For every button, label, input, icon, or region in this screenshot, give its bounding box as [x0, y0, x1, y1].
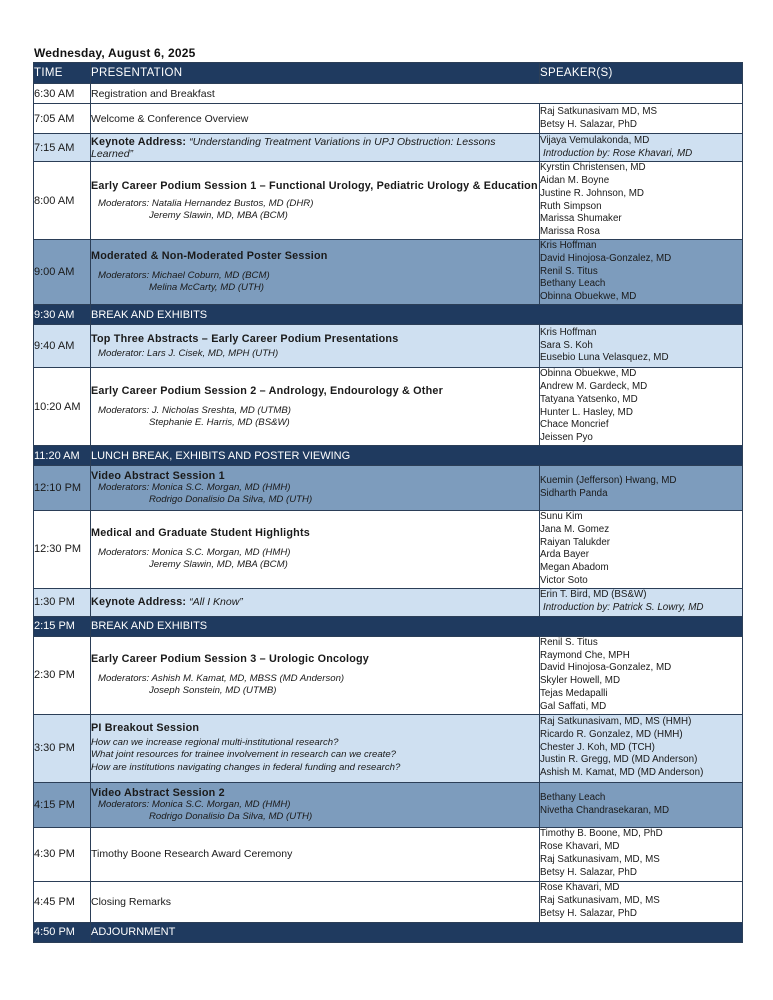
speaker-name: Raj Satkunasivam, MD, MS (HMH) [540, 716, 692, 728]
speaker-name: Obinna Obuekwe, MD [540, 368, 637, 380]
speaker-name: Obinna Obuekwe, MD [540, 291, 637, 303]
header-presentation: PRESENTATION [91, 63, 540, 84]
breakout-question: How can we increase regional multi-institutional research? [91, 737, 339, 749]
speaker-name: Betsy H. Salazar, PhD [540, 907, 637, 919]
speaker-name: Raj Satkunasivam, MD, MS [540, 854, 660, 866]
row-title: BREAK AND EXHIBITS [91, 616, 743, 636]
row-time: 8:00 AM [34, 162, 91, 240]
moderators [91, 405, 539, 429]
row-speakers [540, 240, 743, 305]
moderator-line: Melina McCarty, MD (UTH) [149, 282, 264, 293]
moderator-line: Rodrigo Donalisio Da Silva, MD (UTH) [149, 494, 313, 505]
row-speakers [540, 104, 743, 134]
speaker-name: David Hinojosa-Gonzalez, MD [540, 662, 672, 674]
speaker-name: Sidharth Panda [540, 488, 608, 499]
moderators [91, 270, 539, 294]
speaker-name: Bethany Leach [540, 278, 606, 290]
table-header-row [34, 63, 743, 84]
speaker-name: Erin T. Bird, MD (BS&W) [540, 589, 647, 601]
row-speakers [540, 134, 743, 162]
speaker-name: Ruth Simpson [540, 200, 602, 212]
moderator-line: Moderators: Monica S.C. Morgan, MD (HMH) [98, 798, 291, 810]
speaker-name: Vijaya Vemulakonda, MD [540, 134, 650, 146]
speaker-name: Rose Khavari, MD [540, 841, 620, 853]
speaker-name: Betsy H. Salazar, PhD [540, 866, 637, 878]
moderator-line: Moderators: J. Nicholas Sreshta, MD (UTMB) [98, 404, 291, 416]
row-time: 7:15 AM [34, 134, 91, 162]
moderator-line: Jeremy Slawin, MD, MBA (BCM) [149, 559, 288, 571]
moderator-line: Stephanie E. Harris, MD (BS&W) [149, 416, 290, 428]
row-title: ADJOURNMENT [91, 922, 743, 942]
row-time: 12:30 PM [34, 511, 91, 589]
keynote-cell [91, 588, 540, 616]
row-time: 12:10 PM [34, 466, 91, 511]
speaker-name: Ashish M. Kamat, MD (MD Anderson) [540, 767, 704, 779]
row-speakers [540, 881, 743, 922]
row-title: LUNCH BREAK, EXHIBITS AND POSTER VIEWING [91, 446, 743, 466]
keynote-cell [91, 134, 540, 162]
speaker-name: Renil S. Titus [540, 636, 598, 648]
speaker-intro: Introduction by: Rose Khavari, MD [543, 147, 693, 159]
table-row [34, 616, 743, 636]
header-speakers: SPEAKER(S) [540, 63, 743, 84]
speaker-name: Hunter L. Hasley, MD [540, 406, 633, 418]
row-speakers [540, 325, 743, 368]
row-title: BREAK AND EXHIBITS [91, 305, 743, 325]
session-cell [91, 636, 540, 714]
row-time: 2:15 PM [34, 616, 91, 636]
row-speakers [540, 588, 743, 616]
speaker-name: Raiyan Talukder [540, 536, 611, 548]
table-row [34, 511, 743, 589]
speaker-name: Justine R. Johnson, MD [540, 187, 645, 199]
session-cell [91, 511, 540, 589]
speaker-name: Gal Saffati, MD [540, 700, 607, 712]
speaker-name: Rose Khavari, MD [540, 882, 620, 894]
breakout-question: What joint resources for trainee involvement in research can we create? [91, 749, 397, 761]
speaker-name: Kris Hoffman [540, 326, 597, 338]
header-time: TIME [34, 63, 91, 84]
speaker-name: Kris Hoffman [540, 240, 597, 251]
table-row [34, 714, 743, 782]
moderator-line: Moderators: Monica S.C. Morgan, MD (HMH) [98, 547, 291, 559]
speaker-name: Jeissen Pyo [540, 432, 593, 444]
row-time: 4:30 PM [34, 827, 91, 881]
speaker-name: Marissa Shumaker [540, 213, 622, 225]
table-row [34, 162, 743, 240]
table-row [34, 240, 743, 305]
moderators [91, 799, 539, 823]
row-title: Medical and Graduate Student Highlights [91, 527, 310, 540]
row-title: Video Abstract Session 2 [91, 786, 225, 799]
row-title: Welcome & Conference Overview [91, 104, 540, 134]
speaker-name: Chester J. Koh, MD (TCH) [540, 741, 655, 753]
row-title: Early Career Podium Session 1 – Functional Urology, Pediatric Urology & Education [91, 179, 538, 192]
speaker-name: Raymond Che, MPH [540, 649, 630, 661]
table-row [34, 134, 743, 162]
speaker-name: David Hinojosa-Gonzalez, MD [540, 252, 672, 264]
moderator-line: Moderators: Natalia Hernandez Bustos, MD (DHR) [98, 197, 314, 209]
row-speakers [540, 782, 743, 827]
moderators [91, 482, 539, 506]
moderator-line: Moderator: Lars J. Cisek, MD, MPH (UTH) [98, 347, 279, 359]
session-cell [91, 162, 540, 240]
row-title: Moderated & Non-Moderated Poster Session [91, 250, 328, 262]
table-row [34, 636, 743, 714]
speaker-name: Sunu Kim [540, 511, 583, 522]
moderator-line: Moderators: Ashish M. Kamat, MD, MBSS (MD Anderson) [98, 673, 345, 685]
row-title: Keynote Address: [91, 596, 187, 609]
speaker-name: Justin R. Gregg, MD (MD Anderson) [540, 754, 698, 766]
session-cell [91, 466, 540, 511]
moderator-line: Jeremy Slawin, MD, MBA (BCM) [149, 209, 288, 221]
speaker-name: Betsy H. Salazar, PhD [540, 118, 637, 130]
speaker-name: Arda Bayer [540, 549, 590, 561]
row-title: Video Abstract Session 1 [91, 470, 225, 482]
row-speakers [540, 162, 743, 240]
row-time: 1:30 PM [34, 588, 91, 616]
row-title: Early Career Podium Session 3 – Urologic Oncology [91, 653, 370, 666]
table-row [34, 305, 743, 325]
row-title: PI Breakout Session [91, 722, 200, 735]
row-title: Top Three Abstracts – Early Career Podium Presentations [91, 332, 399, 345]
table-row [34, 827, 743, 881]
session-cell [91, 325, 540, 368]
row-speakers [540, 511, 743, 589]
table-row [34, 588, 743, 616]
speaker-name: Andrew M. Gardeck, MD [540, 380, 648, 392]
session-cell [91, 782, 540, 827]
row-title: Early Career Podium Session 2 – Andrology, Endourology & Other [91, 384, 443, 397]
speaker-name: Aidan M. Boyne [540, 174, 610, 186]
speaker-name: Eusebio Luna Velasquez, MD [540, 352, 669, 364]
keynote-quote: “Understanding Treatment Variations in UPJ Obstruction: Lessons Learned” [91, 135, 496, 160]
table-row [34, 466, 743, 511]
moderators [91, 547, 539, 571]
speaker-name: Renil S. Titus [540, 265, 598, 277]
moderator-line: Moderators: Michael Coburn, MD (BCM) [98, 270, 270, 281]
row-time: 4:45 PM [34, 881, 91, 922]
speaker-name: Kuemin (Jefferson) Hwang, MD [540, 475, 677, 487]
table-row [34, 368, 743, 446]
row-title: Keynote Address: [91, 135, 187, 148]
breakout-question: How are institutions navigating changes in federal funding and research? [91, 761, 401, 773]
row-title: Timothy Boone Research Award Ceremony [91, 827, 540, 881]
table-row [34, 446, 743, 466]
schedule-date: Wednesday, August 6, 2025 [34, 46, 196, 60]
schedule-table [33, 62, 743, 943]
speaker-name: Tejas Medapalli [540, 687, 608, 699]
speaker-intro: Introduction by: Patrick S. Lowry, MD [543, 602, 704, 614]
speaker-name: Kyrstin Christensen, MD [540, 162, 646, 174]
moderators [91, 673, 539, 697]
table-row [34, 922, 743, 942]
row-time: 4:15 PM [34, 782, 91, 827]
moderator-line: Rodrigo Donalisio Da Silva, MD (UTH) [149, 810, 313, 822]
row-speakers [540, 827, 743, 881]
speaker-name: Skyler Howell, MD [540, 675, 621, 687]
row-title: Registration and Breakfast [91, 84, 743, 104]
table-row [34, 104, 743, 134]
row-time: 9:00 AM [34, 240, 91, 305]
table-row [34, 84, 743, 104]
row-time: 7:05 AM [34, 104, 91, 134]
table-row [34, 782, 743, 827]
speaker-name: Marissa Rosa [540, 226, 600, 238]
speaker-name: Chace Moncrief [540, 419, 609, 431]
row-speakers [540, 466, 743, 511]
table-row [34, 881, 743, 922]
moderator-line: Moderators: Monica S.C. Morgan, MD (HMH) [98, 482, 291, 493]
moderator-line: Joseph Sonstein, MD (UTMB) [149, 685, 277, 697]
row-speakers [540, 714, 743, 782]
row-time: 2:30 PM [34, 636, 91, 714]
moderators [91, 348, 539, 360]
session-cell [91, 240, 540, 305]
session-cell [91, 368, 540, 446]
row-time: 9:30 AM [34, 305, 91, 325]
speaker-name: Bethany Leach [540, 791, 606, 803]
row-time: 4:50 PM [34, 922, 91, 942]
table-row [34, 325, 743, 368]
session-cell [91, 714, 540, 782]
row-speakers [540, 636, 743, 714]
speaker-name: Victor Soto [540, 574, 588, 586]
row-speakers [540, 368, 743, 446]
speaker-name: Raj Satkunasivam, MD, MS [540, 895, 660, 907]
keynote-quote: “All I Know” [189, 596, 243, 609]
speaker-name: Tatyana Yatsenko, MD [540, 393, 638, 405]
row-time: 9:40 AM [34, 325, 91, 368]
speaker-name: Megan Abadom [540, 562, 609, 574]
row-time: 11:20 AM [34, 446, 91, 466]
row-time: 6:30 AM [34, 84, 91, 104]
speaker-name: Nivetha Chandrasekaran, MD [540, 804, 670, 816]
row-time: 3:30 PM [34, 714, 91, 782]
moderators [91, 198, 539, 222]
speaker-name: Timothy B. Boone, MD, PhD [540, 828, 663, 840]
row-title: Closing Remarks [91, 881, 540, 922]
speaker-name: Ricardo R. Gonzalez, MD (HMH) [540, 728, 683, 740]
speaker-name: Sara S. Koh [540, 339, 593, 351]
speaker-name: Raj Satkunasivam MD, MS [540, 105, 658, 117]
row-time: 10:20 AM [34, 368, 91, 446]
speaker-name: Jana M. Gomez [540, 523, 610, 535]
